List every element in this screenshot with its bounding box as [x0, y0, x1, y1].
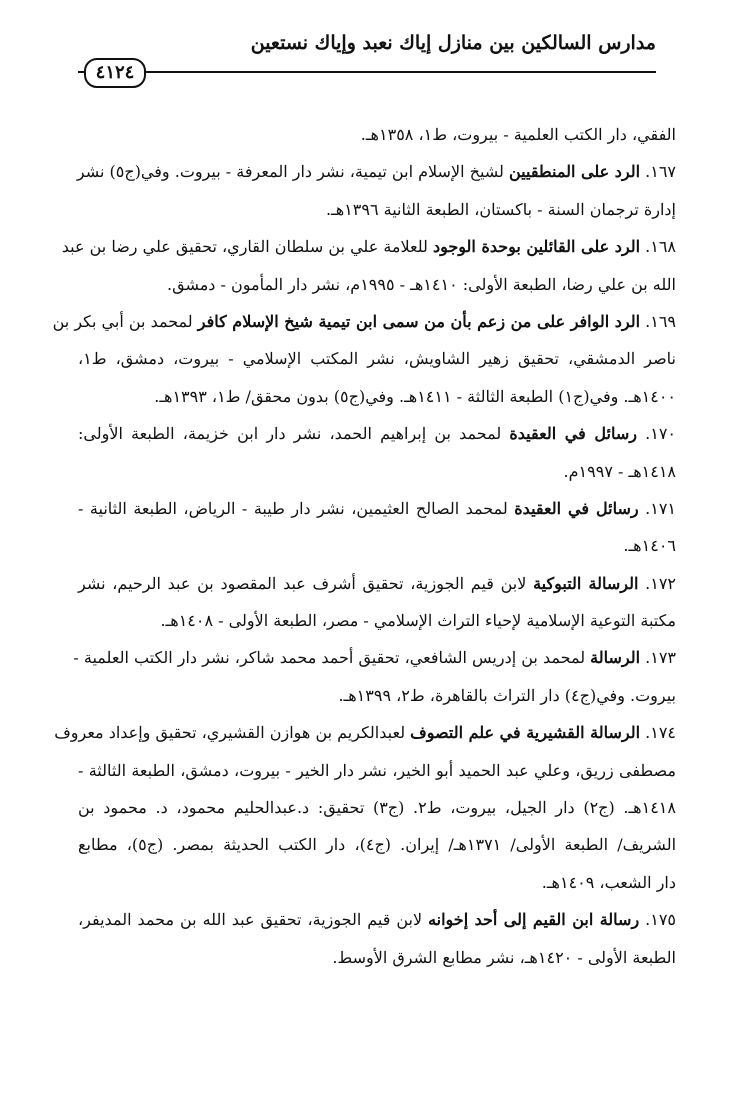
entry-line [78, 153, 676, 190]
bibliography-list [52, 116, 677, 976]
entry-number: ١٦٩. [640, 311, 676, 331]
header-rule [78, 71, 656, 73]
entry-line: الفقي، دار الكتب العلمية - بيروت، ط١، ١٣٥٨هـ. [360, 125, 676, 144]
bibliography-entry [78, 901, 676, 976]
entry-title: الرد الوافر على من زعم بأن من سمى ابن تيمية شيخ الإسلام كافر [197, 311, 641, 331]
entry-title: رسائل في العقيدة [514, 498, 639, 518]
entry-title: الرسالة القشيرية في علم التصوف [410, 723, 641, 743]
entry-details: لمحمد بن أبي بكر بن [52, 311, 198, 331]
entry-number: ١٧٤. [640, 723, 676, 743]
bibliography-entry [78, 565, 676, 640]
bibliography-entry [78, 415, 676, 490]
entry-number: ١٧٢. [638, 573, 677, 593]
entry-details: لمحمد بن إدريس الشافعي، تحقيق أحمد محمد شاكر، نشر دار الكتب العلمية - [73, 648, 591, 668]
bibliography-entry [52, 303, 676, 415]
entry-number: ١٧٥. [639, 910, 677, 930]
entry-line [54, 714, 676, 751]
entry-line: ١٤٠٦هـ. [623, 536, 676, 556]
running-title: مدارس السالكين بين منازل إياك نعبد وإياك نستعين [250, 32, 656, 54]
bibliography-entry [78, 153, 676, 228]
bibliography-entry [61, 228, 676, 303]
entry-number: ١٧٠. [636, 424, 677, 444]
entry-line [78, 490, 676, 527]
bibliography-entry [73, 639, 676, 714]
entry-title: رسالة ابن القيم إلى أحد إخوانه [428, 910, 640, 930]
entry-line [52, 303, 676, 340]
entry-details: لابن قيم الجوزية، تحقيق عبد الله بن محمد المديفر، [78, 910, 429, 930]
entry-details: لمحمد بن إبراهيم الحمد، نشر دار ابن خزيمة، الطبعة الأولى: [78, 424, 510, 444]
page-number-badge: ٤١٢٤ [84, 58, 146, 88]
entry-line: ١٤٠٠هـ. وفي(ج١) الطبعة الثالثة - ١٤١١هـ. وفي(ج٥) بدون محقق/ ط١، ١٣٩٣هـ. [154, 386, 676, 406]
entry-line [73, 639, 676, 676]
page-header [78, 28, 656, 88]
entry-details: للعلامة علي بن سلطان القاري، تحقيق علي رضا بن عبد [61, 237, 433, 257]
entry-details: لابن قيم الجوزية، تحقيق أشرف عبد المقصود بن عبد الرحيم، نشر [78, 573, 534, 593]
entry-title: رسائل في العقيدة [509, 424, 637, 444]
entry-title: الرسالة [590, 648, 641, 668]
bibliography-entry [78, 116, 676, 153]
entry-line [78, 415, 676, 452]
entry-line: الشريف/ الطبعة الأولى/ ١٣٧١هـ/ إيران. (ج٤)، دار الكتب الحديثة بمصر. (ج٥)، مطابع [78, 835, 677, 855]
entry-title: الرد على القائلين بوحدة الوجود [433, 237, 641, 257]
entry-line: دار الشعب، ١٤٠٩هـ. [541, 872, 676, 892]
entry-line: الطبعة الأولى - ١٤٢٠هـ، نشر مطابع الشرق الأوسط. [332, 947, 676, 967]
entry-title: الرد على المنطقيين [509, 162, 641, 182]
entry-line: ١٤١٨هـ. (ج٢) دار الجيل، بيروت، ط٢. (ج٣) تحقيق: د.عبدالحليم محمود، د. محمود بن [78, 798, 676, 818]
entry-line: مصطفى زريق، وعلي عبد الحميد أبو الخير، نشر دار الخير - بيروت، دمشق، الطبعة الثالثة - [78, 760, 676, 780]
entry-line: مكتبة التوعية الإسلامية لإحياء التراث الإسلامي - مصر، الطبعة الأولى - ١٤٠٨هـ. [160, 611, 676, 631]
entry-line [78, 565, 676, 602]
entry-details: لمحمد الصالح العثيمين، نشر دار طيبة - الرياض، الطبعة الثانية - [78, 498, 515, 518]
entry-line: إدارة ترجمان السنة - باكستان، الطبعة الثانية ١٣٩٦هـ. [325, 199, 676, 219]
entry-number: ١٦٨. [640, 237, 676, 257]
entry-number: ١٦٧. [640, 162, 676, 182]
entry-details: لعبدالكريم بن هوازن القشيري، تحقيق وإعداد معروف [54, 723, 411, 743]
bibliography-entry [54, 714, 677, 901]
entry-details: لشيخ الإسلام ابن تيمية، نشر دار المعرفة - بيروت. وفي(ج٥) نشر [76, 162, 509, 182]
entry-line: الله بن علي رضا، الطبعة الأولى: ١٤١٠هـ - ١٩٩٥م، نشر دار المأمون - دمشق. [167, 274, 676, 294]
entry-line: بيروت. وفي(ج٤) دار التراث بالقاهرة، ط٢، ١٣٩٩هـ. [338, 685, 676, 705]
entry-line [61, 228, 676, 265]
entry-line: ١٤١٨هـ - ١٩٩٧م. [563, 461, 676, 481]
entry-line: ناصر الدمشقي، تحقيق زهير الشاويش، نشر المكتب الإسلامي - بيروت، دمشق، ط١، [78, 349, 676, 369]
entry-number: ١٧١. [638, 498, 677, 518]
entry-number: ١٧٣. [640, 648, 676, 668]
entry-title: الرسالة التبوكية [533, 573, 639, 593]
entry-line [78, 901, 676, 938]
bibliography-entry [78, 490, 676, 565]
